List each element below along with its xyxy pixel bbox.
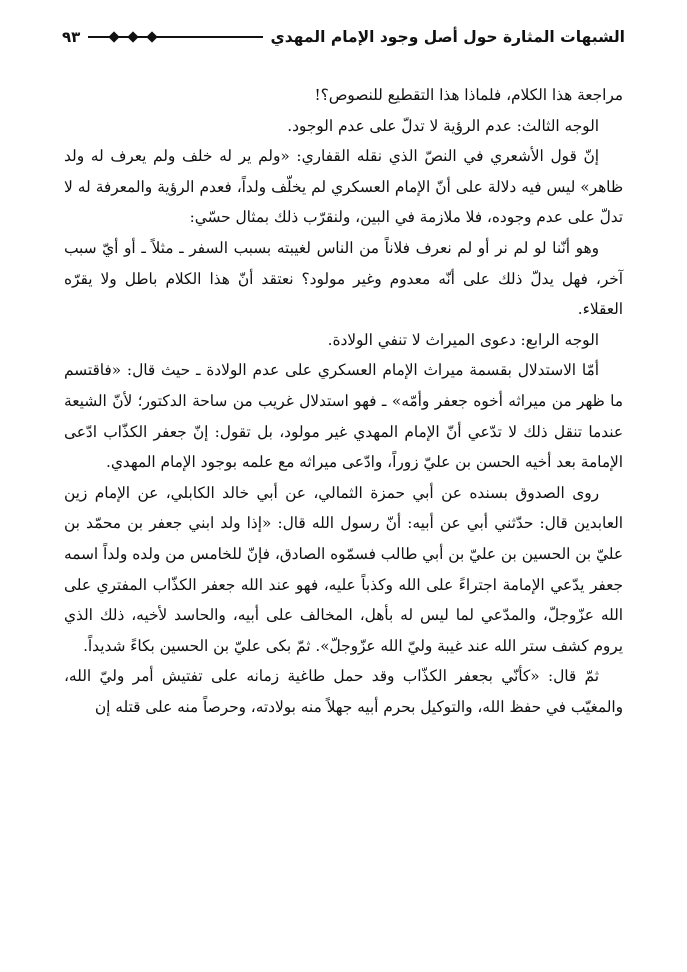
diamond-icon (128, 31, 139, 42)
diamond-icon (147, 31, 158, 42)
paragraph: إنّ قول الأشعري في النصّ الذي نقله القفاري: «ولم ير له خلف ولم يعرف له ولد ظاهر» ليس فيه دلالة على أنّ الإمام العسكري لم يخلّف ولداً، فعدم الرؤية والمعرفة له لا تدلّ على عدم وجوده، فلا ملازمة في البين، ولنقرّب ذلك بمثال حسّي: (64, 147, 623, 227)
page-number: ٩٣ (62, 28, 81, 46)
header-title: الشبهات المثارة حول أصل وجود الإمام المهدي (270, 28, 625, 46)
paragraph: وهو أنّنا لو لم نر أو لم نعرف فلاناً من الناس لغيبته بسبب السفر ـ مثلاً ـ أو أيّ سبب آخر، فهل يدلّ ذلك على أنّه معدوم وغير مولود؟ نعتقد أنّ هذا الكلام باطل ولا يقرّه العقلاء. (64, 238, 623, 319)
paragraph: ثمّ قال: «كأنّي بجعفر الكذّاب وقد حمل طاغية زمانه على تفتيش أمر وليّ الله، والمغيّب في حفظ الله، والتوكيل بحرم أبيه جهلاً منه بولادته، وحرصاً منه على قتله إن (64, 667, 623, 716)
paragraph: مراجعة هذا الكلام، فلماذا هذا التقطيع للنصوص؟! (314, 86, 623, 104)
header-ornament-rule (88, 31, 262, 43)
paragraph: أمّا الاستدلال بقسمة ميراث الإمام العسكري على عدم الولادة ـ حيث قال: «فاقتسم ما ظهر من ميراثه أخوه جعفر وأمّه» ـ فهو استدلال غريب من ساحة الدكتور؛ لأنّ الشيعة عندما تنقل ذلك لا تدّعي أنّ الإمام المهدي غير مولود، بل تقول: إنّ جعفر الكذّاب ادّعى الإمامة بعد أخيه الحسن بن عليّ زوراً، وادّعى ميراثه مع علمه بوجود الإمام المهدي. (64, 361, 623, 472)
ornament-dots (110, 31, 156, 41)
section-heading: الوجه الرابع: دعوى الميراث لا تنفي الولادة. (327, 330, 599, 349)
diamond-icon (109, 31, 120, 42)
section-heading: الوجه الثالث: عدم الرؤية لا تدلّ على عدم الوجود. (287, 116, 599, 135)
paragraph: روى الصدوق بسنده عن أبي حمزة الثمالي، عن أبي خالد الكابلي، عن الإمام زين العابدين قال: حدّثني أبي عن أبيه: أنّ رسول الله قال: «إذا ولد ابني جعفر بن محمّد بن عليّ بن الحسين بن عليّ بن أبي طالب فسمّوه الصادق، فإنّ للخامس من ولده ولداً اسمه جعفر يدّعي الإمامة اجتراءً على الله وكذباً عليه، فهو عند الله جعفر الكذّاب المفتري على الله عزّوجلّ، والمدّعي لما ليس له بأهل، المخالف على أبيه، والحاسد لأخيه، ذلك الذي يروم كشف ستر الله عند غيبة وليّ الله عزّوجلّ». ثمّ بكى عليّ بن الحسين بكاءً شديداً. (64, 483, 623, 655)
running-header (62, 22, 625, 52)
body-text (64, 80, 623, 722)
